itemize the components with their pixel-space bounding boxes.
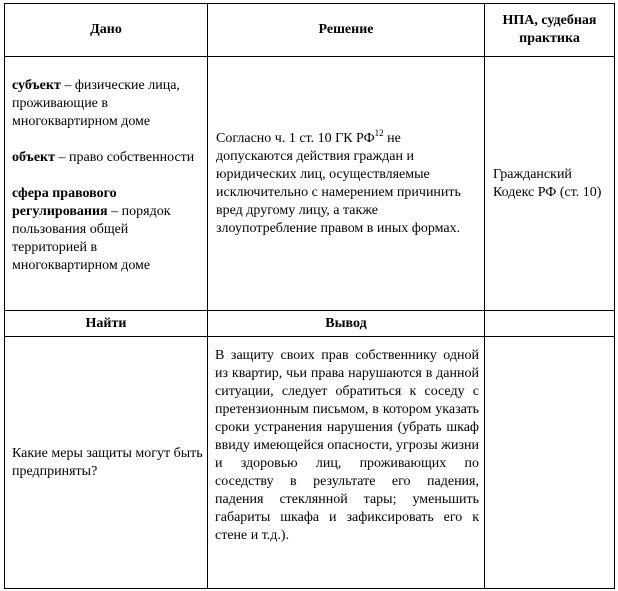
table-border-bottom [4, 588, 615, 589]
table-col-divider-1 [207, 3, 208, 589]
table-col-divider-2 [484, 3, 485, 589]
conclusion-cell [215, 347, 479, 545]
npa-text: Гражданский Кодекс РФ (ст. 10) [493, 166, 602, 200]
given-subject: субъект – физические лица, проживающие в многоквартирном доме [12, 78, 180, 129]
solution-cell [216, 57, 478, 310]
header-npa: НПА, судебная практика [502, 13, 597, 46]
table-border-right [614, 3, 615, 589]
footnote-ref: 12 [374, 127, 384, 138]
table-border-left [4, 3, 5, 589]
header-conclusion: Вывод [325, 315, 367, 331]
header-find: Найти [85, 315, 127, 331]
find-cell [12, 337, 204, 588]
conclusion-text: В защиту своих прав собственнику одной из квартир, чьи права нарушаются в данной ситуации, следует обратиться к соседу с претензионным письмом, в котором указать сроки устранения нарушения (убрать шкаф ввиду имеющейся опасности, угрозы жизни и здоровью лиц, проживающих по соседству в результате его падения, падения стеклянной тары; уменьшить габариты шкафа и зафиксировать его к стене и т.д.). [215, 348, 479, 543]
solution-text: Согласно ч. 1 ст. 10 ГК РФ$^{12}$ не допускаются действия граждан и юридических лиц, осуществляемые исключительно с намерением причинить вред другому лицу, а также злоупотребление правом в иных формах. [216, 127, 461, 236]
find-text: Какие меры защиты могут быть предприняты? [12, 445, 203, 479]
header-given: Дано [90, 22, 122, 37]
npa-cell [493, 57, 611, 310]
given-cell [12, 77, 204, 275]
given-sphere: сфера правового регулирования – порядок пользования общей территорией в многоквартирном доме [12, 186, 171, 273]
header-solution: Решение [318, 22, 374, 37]
given-object: объект – право собственности [12, 150, 195, 165]
